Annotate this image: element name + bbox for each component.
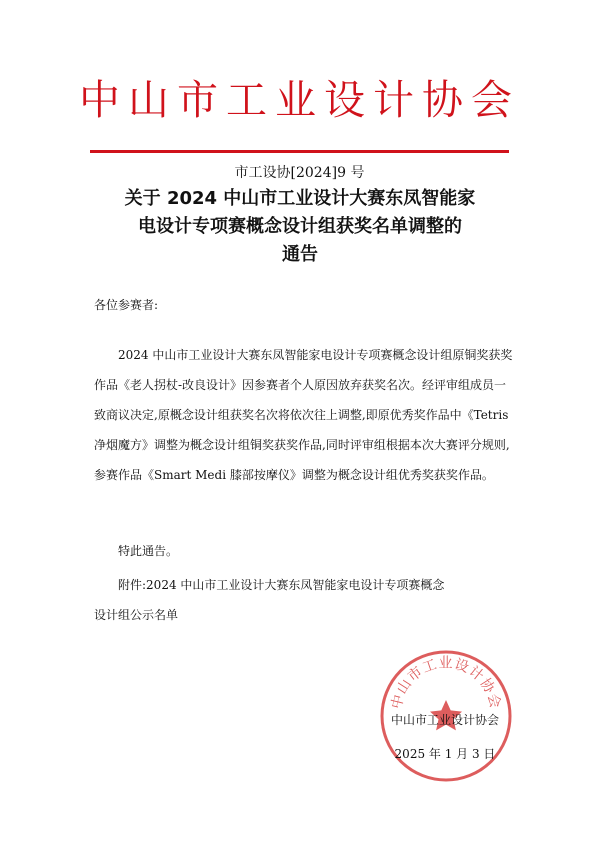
title-line-3: 通告: [282, 244, 318, 265]
signature-org: 中山市工业设计协会: [390, 713, 499, 727]
signature-date: 2025 年 1 月 3 日: [394, 747, 496, 761]
closing-line: 特此通告。: [118, 544, 179, 558]
salutation: 各位参赛者:: [94, 298, 159, 312]
attachment-line-1: 附件:2024 中山市工业设计大赛东凤智能家电设计专项赛概念: [118, 578, 445, 592]
header-divider: [90, 150, 509, 153]
document-number: 市工设协[2024]9 号: [234, 165, 365, 181]
title-line-2: 电设计专项赛概念设计组获奖名单调整的: [138, 216, 462, 237]
document-title: [80, 185, 520, 269]
signature-block: [370, 703, 520, 771]
title-line-1: 关于 2024 中山市工业设计大赛东凤智能家: [124, 188, 476, 209]
body-paragraph: 2024 中山市工业设计大赛东凤智能家电设计专项赛概念设计组原铜奖获奖作品《老人拐杖-改良设计》因参赛者个人原因放弃获奖名次。经评审组成员一致商议决定,原概念设计组获奖名次将依次往上调整,即原优秀奖作品中《Tetris 净烟魔方》调整为概念设计组铜奖获奖作品,同时评审组根据本次大赛评分规则,参赛作品《Smart Medi 膝部按摩仪》调整为概念设计组优秀奖获奖作品。: [94, 348, 513, 482]
organization-header: 中山市工业设计协会: [79, 76, 520, 124]
attachment-line-2: 设计组公示名单: [94, 608, 179, 622]
seal-text: 中山市工业设计协会: [388, 655, 504, 711]
attachment-note: [94, 570, 514, 630]
